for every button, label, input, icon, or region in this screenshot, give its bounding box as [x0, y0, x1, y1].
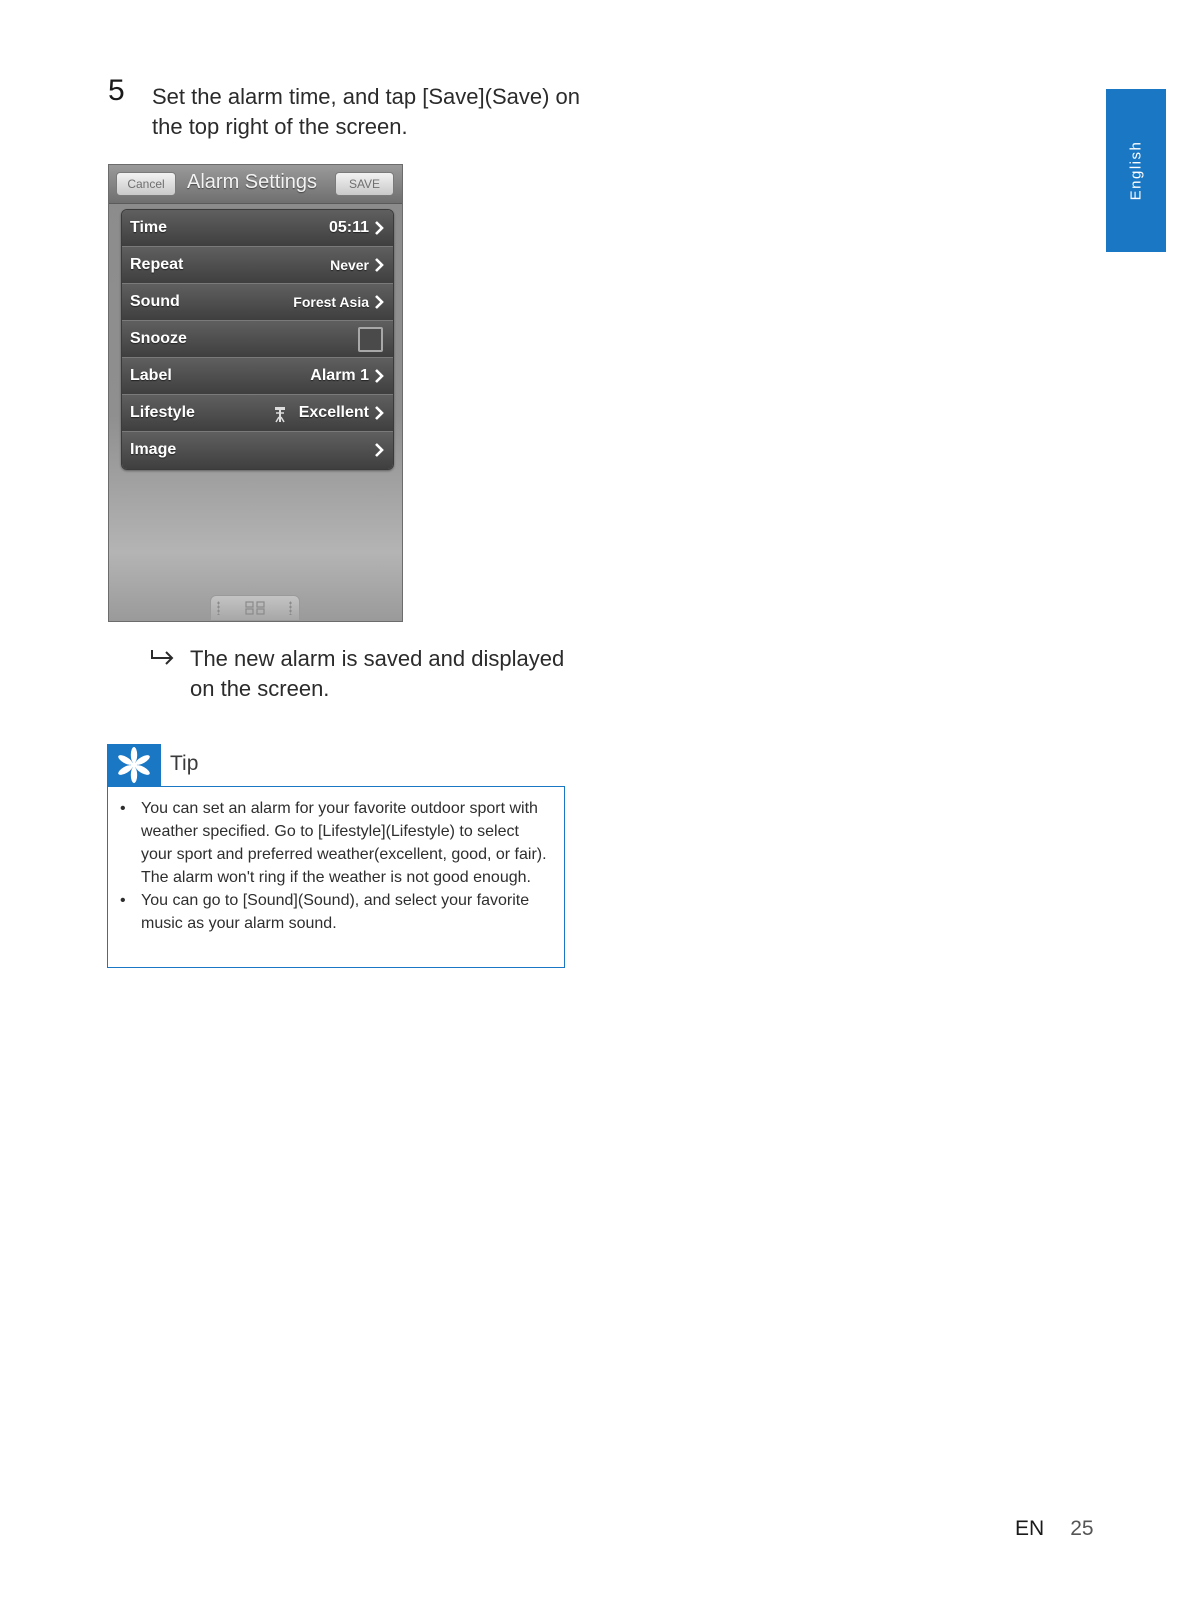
setting-label: Label [130, 367, 172, 384]
tip-box [107, 786, 565, 968]
setting-value: Excellent [298, 404, 369, 421]
chevron-right-icon [372, 442, 386, 458]
alarm-settings-screenshot [108, 164, 403, 622]
setting-value: Forest Asia [293, 294, 369, 310]
setting-row-repeat[interactable] [122, 247, 393, 284]
setting-value: Alarm 1 [310, 367, 369, 384]
result-text: The new alarm is saved and displayed on the screen. [190, 646, 565, 701]
page-footer [1015, 1517, 1094, 1541]
tip-header-block [107, 744, 161, 786]
save-button[interactable]: SAVE [335, 172, 394, 196]
step-text: Set the alarm time, and tap [Save](Save) on the top right of the screen. [152, 84, 581, 139]
setting-row-lifestyle[interactable] [122, 395, 393, 432]
drag-handle-icon [245, 601, 265, 615]
setting-value: 05:11 [328, 219, 369, 236]
setting-row-snooze [122, 321, 393, 358]
setting-label: Repeat [130, 256, 184, 273]
language-tab-label: English [1127, 140, 1145, 201]
settings-list [121, 209, 394, 470]
chevron-right-icon [372, 294, 386, 310]
setting-row-time[interactable] [122, 210, 393, 247]
phone-header [109, 165, 402, 204]
lifestyle-icon [273, 405, 287, 423]
cancel-button[interactable]: Cancel [116, 172, 176, 196]
result-arrow-icon [150, 648, 176, 666]
step-number: 5 [108, 74, 125, 107]
setting-label: Lifestyle [130, 404, 195, 421]
setting-value: Never [330, 257, 369, 273]
setting-label: Snooze [130, 330, 187, 347]
tip-list [108, 797, 548, 935]
chevron-right-icon [372, 220, 386, 236]
tip-title: Tip [170, 752, 199, 775]
chevron-right-icon [372, 257, 386, 273]
setting-label: Time [130, 219, 168, 236]
chevron-right-icon [372, 405, 386, 421]
tip-item: • You can set an alarm for your favorite outdoor sport with weather specified. Go to [Lifestyle](Lifestyle) to select your sport and preferred weather(excellent, good, or fair). The alarm won't ring if the weather is not good enough. [108, 797, 548, 889]
footer-language: EN [1015, 1517, 1045, 1540]
grip-dots-icon [289, 601, 292, 615]
setting-label: Image [130, 441, 177, 458]
tip-icon [107, 744, 161, 786]
language-tab [1106, 89, 1166, 252]
setting-label: Sound [130, 293, 180, 310]
snooze-checkbox[interactable] [358, 327, 383, 352]
setting-row-label[interactable] [122, 358, 393, 395]
grip-dots-icon [217, 601, 220, 615]
page-number: 25 [1070, 1517, 1094, 1540]
screen-title: Alarm Settings [187, 171, 318, 193]
setting-row-image[interactable] [122, 432, 393, 469]
drag-handle[interactable] [210, 595, 300, 621]
chevron-right-icon [372, 368, 386, 384]
setting-row-sound[interactable] [122, 284, 393, 321]
tip-item: • You can go to [Sound](Sound), and select your favorite music as your alarm sound. [108, 889, 548, 935]
